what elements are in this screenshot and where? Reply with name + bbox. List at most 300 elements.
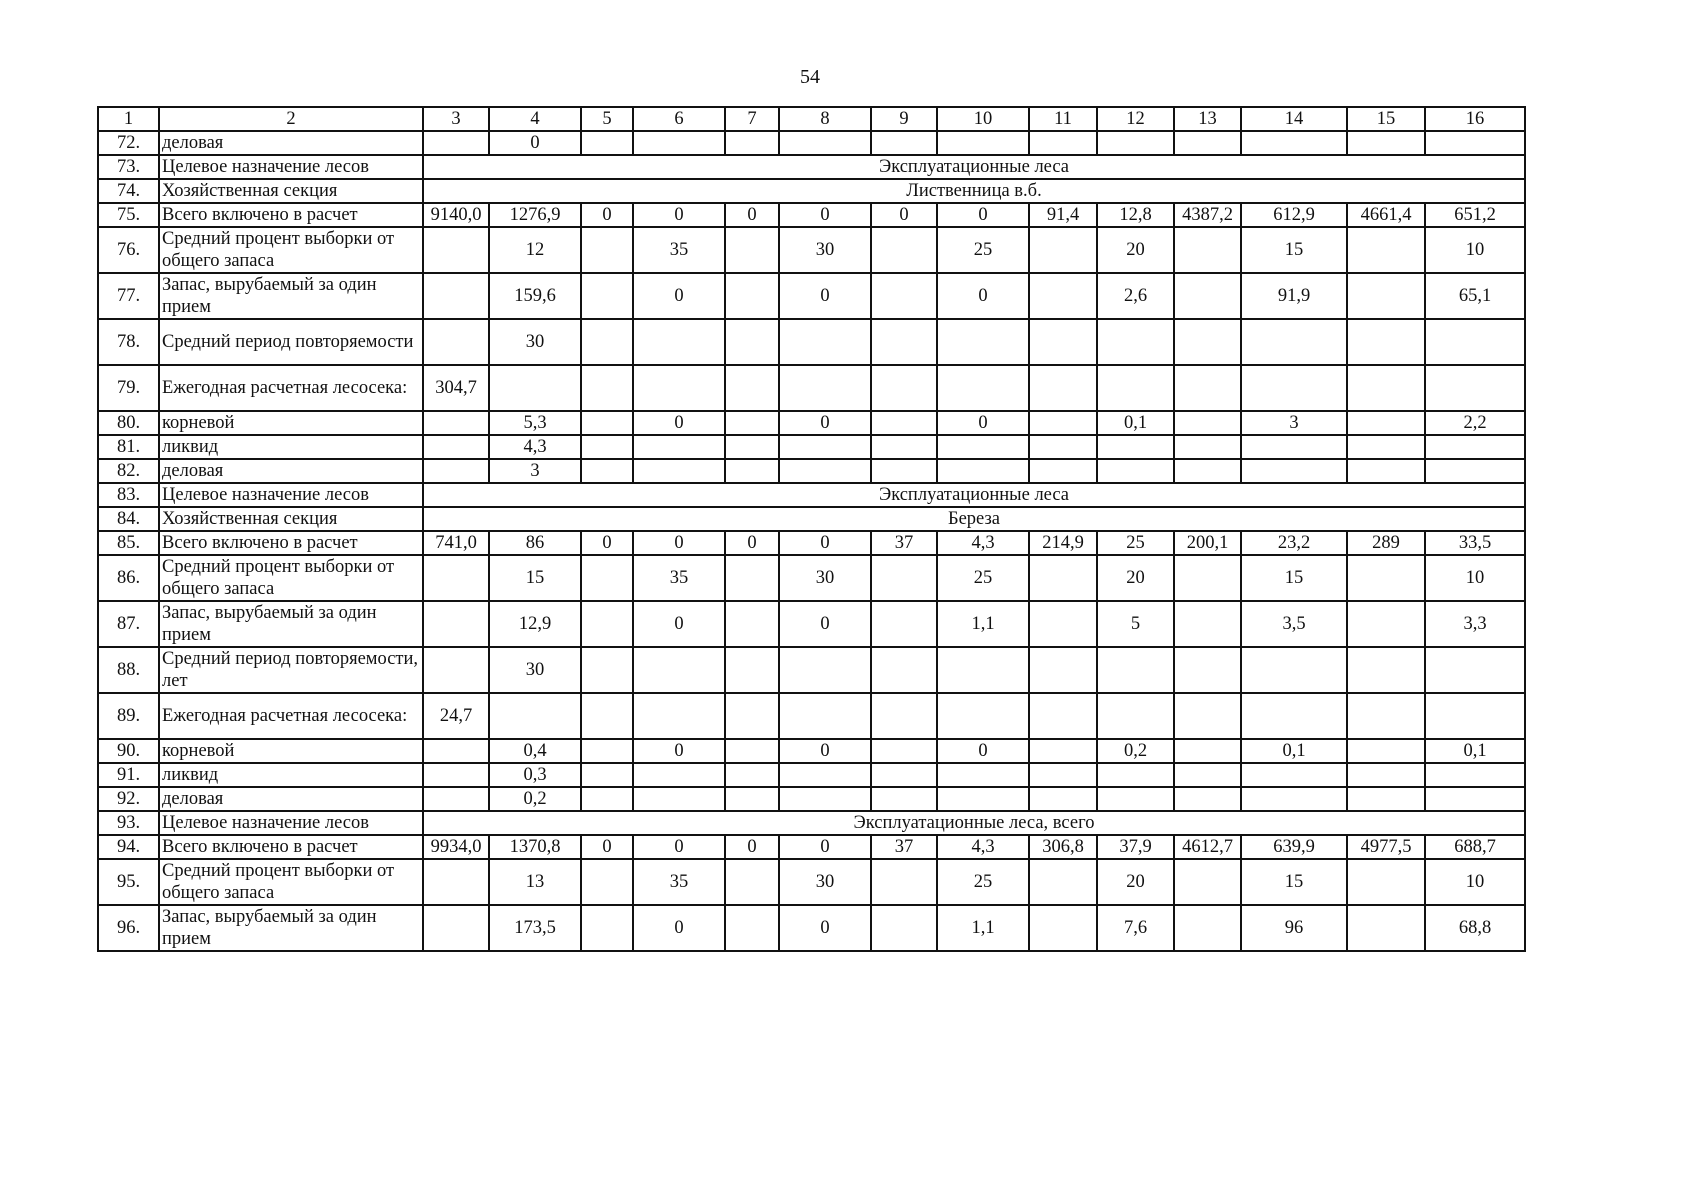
table-row (98, 365, 1525, 411)
row-number: 94. (98, 835, 159, 859)
cell-col-8: 0 (779, 411, 871, 435)
cell-col-9 (871, 601, 937, 647)
cell-col-8: 0 (779, 835, 871, 859)
table-row (98, 859, 1525, 905)
cell-col-15: 4977,5 (1347, 835, 1425, 859)
column-header-9: 9 (871, 107, 937, 131)
cell-col-15 (1347, 693, 1425, 739)
column-header-8: 8 (779, 107, 871, 131)
table-row (98, 739, 1525, 763)
row-number: 83. (98, 483, 159, 507)
cell-col-4: 3 (489, 459, 581, 483)
row-number: 81. (98, 435, 159, 459)
table-row (98, 155, 1525, 179)
cell-col-13 (1174, 739, 1241, 763)
row-label: деловая (159, 459, 423, 483)
cell-col-12: 37,9 (1097, 835, 1174, 859)
column-header-3: 3 (423, 107, 489, 131)
cell-col-14 (1241, 435, 1347, 459)
cell-col-4 (489, 365, 581, 411)
section-value: Береза (423, 507, 1525, 531)
column-header-2: 2 (159, 107, 423, 131)
cell-col-15 (1347, 459, 1425, 483)
row-number: 95. (98, 859, 159, 905)
table-row (98, 647, 1525, 693)
cell-col-10: 0 (937, 203, 1029, 227)
row-number: 74. (98, 179, 159, 203)
cell-col-13 (1174, 227, 1241, 273)
cell-col-9 (871, 319, 937, 365)
cell-col-12 (1097, 435, 1174, 459)
table-row (98, 435, 1525, 459)
cell-col-11 (1029, 227, 1097, 273)
cell-col-5 (581, 227, 633, 273)
cell-col-9 (871, 555, 937, 601)
cell-col-11: 306,8 (1029, 835, 1097, 859)
cell-col-12 (1097, 365, 1174, 411)
cell-col-12 (1097, 787, 1174, 811)
cell-col-9: 0 (871, 203, 937, 227)
cell-col-10 (937, 459, 1029, 483)
cell-col-15 (1347, 739, 1425, 763)
cell-col-13 (1174, 411, 1241, 435)
row-label: Целевое назначение лесов (159, 155, 423, 179)
column-header-12: 12 (1097, 107, 1174, 131)
cell-col-7 (725, 763, 779, 787)
cell-col-15 (1347, 859, 1425, 905)
cell-col-5 (581, 273, 633, 319)
column-header-1: 1 (98, 107, 159, 131)
row-number: 85. (98, 531, 159, 555)
table-header (98, 107, 1525, 131)
cell-col-11 (1029, 739, 1097, 763)
cell-col-5 (581, 693, 633, 739)
cell-col-9 (871, 131, 937, 155)
cell-col-3 (423, 647, 489, 693)
cell-col-14: 612,9 (1241, 203, 1347, 227)
cell-col-6 (633, 693, 725, 739)
cell-col-10: 4,3 (937, 531, 1029, 555)
cell-col-14: 23,2 (1241, 531, 1347, 555)
cell-col-3: 24,7 (423, 693, 489, 739)
cell-col-14 (1241, 459, 1347, 483)
cell-col-16: 33,5 (1425, 531, 1525, 555)
cell-col-10 (937, 319, 1029, 365)
cell-col-10: 25 (937, 555, 1029, 601)
cell-col-8: 30 (779, 859, 871, 905)
cell-col-16 (1425, 319, 1525, 365)
cell-col-4: 1370,8 (489, 835, 581, 859)
row-label: Хозяйственная секция (159, 507, 423, 531)
cell-col-7 (725, 647, 779, 693)
cell-col-5 (581, 763, 633, 787)
section-value: Эксплуатационные леса, всего (423, 811, 1525, 835)
cell-col-15 (1347, 601, 1425, 647)
cell-col-16: 10 (1425, 859, 1525, 905)
cell-col-9 (871, 763, 937, 787)
column-header-10: 10 (937, 107, 1029, 131)
column-header-7: 7 (725, 107, 779, 131)
cell-col-5 (581, 739, 633, 763)
cell-col-6 (633, 131, 725, 155)
column-header-6: 6 (633, 107, 725, 131)
cell-col-3 (423, 601, 489, 647)
cell-col-14: 639,9 (1241, 835, 1347, 859)
row-label: корневой (159, 411, 423, 435)
cell-col-6: 35 (633, 859, 725, 905)
cell-col-16 (1425, 459, 1525, 483)
cell-col-13 (1174, 601, 1241, 647)
cell-col-11 (1029, 319, 1097, 365)
row-label: Целевое назначение лесов (159, 811, 423, 835)
cell-col-13: 4387,2 (1174, 203, 1241, 227)
cell-col-13 (1174, 647, 1241, 693)
row-number: 73. (98, 155, 159, 179)
section-value: Эксплуатационные леса (423, 155, 1525, 179)
cell-col-8 (779, 647, 871, 693)
cell-col-8: 0 (779, 601, 871, 647)
cell-col-12 (1097, 693, 1174, 739)
cell-col-6: 0 (633, 739, 725, 763)
row-label: Средний процент выборки от общего запаса (159, 227, 423, 273)
cell-col-14: 15 (1241, 555, 1347, 601)
cell-col-11 (1029, 693, 1097, 739)
cell-col-11 (1029, 555, 1097, 601)
row-label: деловая (159, 787, 423, 811)
table-row (98, 273, 1525, 319)
cell-col-12: 20 (1097, 227, 1174, 273)
cell-col-8: 0 (779, 273, 871, 319)
cell-col-9: 37 (871, 531, 937, 555)
table-row (98, 693, 1525, 739)
cell-col-7 (725, 273, 779, 319)
cell-col-6 (633, 459, 725, 483)
cell-col-11: 214,9 (1029, 531, 1097, 555)
cell-col-9 (871, 905, 937, 951)
cell-col-9 (871, 435, 937, 459)
cell-col-15 (1347, 435, 1425, 459)
cell-col-4 (489, 693, 581, 739)
cell-col-4: 86 (489, 531, 581, 555)
table-row (98, 811, 1525, 835)
row-number: 78. (98, 319, 159, 365)
calculation-table (97, 106, 1526, 952)
cell-col-6 (633, 319, 725, 365)
cell-col-12: 20 (1097, 859, 1174, 905)
cell-col-12: 5 (1097, 601, 1174, 647)
cell-col-4: 13 (489, 859, 581, 905)
cell-col-10: 1,1 (937, 601, 1029, 647)
cell-col-15 (1347, 905, 1425, 951)
cell-col-5 (581, 365, 633, 411)
cell-col-6 (633, 435, 725, 459)
cell-col-4: 30 (489, 319, 581, 365)
cell-col-3: 9140,0 (423, 203, 489, 227)
cell-col-3 (423, 787, 489, 811)
row-number: 84. (98, 507, 159, 531)
cell-col-7 (725, 227, 779, 273)
cell-col-11 (1029, 787, 1097, 811)
cell-col-12: 0,2 (1097, 739, 1174, 763)
cell-col-12: 0,1 (1097, 411, 1174, 435)
cell-col-15 (1347, 273, 1425, 319)
cell-col-14 (1241, 693, 1347, 739)
cell-col-6: 35 (633, 227, 725, 273)
cell-col-4: 0,3 (489, 763, 581, 787)
cell-col-8: 30 (779, 555, 871, 601)
cell-col-14 (1241, 787, 1347, 811)
cell-col-16: 688,7 (1425, 835, 1525, 859)
table-row (98, 763, 1525, 787)
cell-col-6 (633, 647, 725, 693)
cell-col-12 (1097, 763, 1174, 787)
row-number: 82. (98, 459, 159, 483)
table-row (98, 179, 1525, 203)
cell-col-13 (1174, 693, 1241, 739)
table-row (98, 555, 1525, 601)
cell-col-4: 12,9 (489, 601, 581, 647)
cell-col-3 (423, 319, 489, 365)
cell-col-8: 0 (779, 203, 871, 227)
cell-col-11 (1029, 647, 1097, 693)
cell-col-4: 0,2 (489, 787, 581, 811)
cell-col-7: 0 (725, 531, 779, 555)
cell-col-3 (423, 859, 489, 905)
cell-col-5 (581, 905, 633, 951)
cell-col-3 (423, 555, 489, 601)
cell-col-14: 3 (1241, 411, 1347, 435)
row-number: 96. (98, 905, 159, 951)
cell-col-3: 741,0 (423, 531, 489, 555)
cell-col-16 (1425, 787, 1525, 811)
column-header-4: 4 (489, 107, 581, 131)
column-header-13: 13 (1174, 107, 1241, 131)
column-header-14: 14 (1241, 107, 1347, 131)
cell-col-16: 3,3 (1425, 601, 1525, 647)
row-number: 88. (98, 647, 159, 693)
row-number: 80. (98, 411, 159, 435)
cell-col-16: 68,8 (1425, 905, 1525, 951)
cell-col-3: 9934,0 (423, 835, 489, 859)
row-label: ликвид (159, 763, 423, 787)
cell-col-13 (1174, 905, 1241, 951)
cell-col-9 (871, 693, 937, 739)
cell-col-7: 0 (725, 835, 779, 859)
cell-col-4: 1276,9 (489, 203, 581, 227)
cell-col-14: 0,1 (1241, 739, 1347, 763)
cell-col-16: 10 (1425, 227, 1525, 273)
cell-col-8 (779, 319, 871, 365)
cell-col-9 (871, 411, 937, 435)
cell-col-14 (1241, 365, 1347, 411)
row-number: 79. (98, 365, 159, 411)
cell-col-3 (423, 739, 489, 763)
cell-col-9 (871, 273, 937, 319)
cell-col-13 (1174, 435, 1241, 459)
table-row (98, 905, 1525, 951)
cell-col-7: 0 (725, 203, 779, 227)
cell-col-6: 0 (633, 273, 725, 319)
row-number: 86. (98, 555, 159, 601)
cell-col-8: 30 (779, 227, 871, 273)
cell-col-11 (1029, 859, 1097, 905)
cell-col-11: 91,4 (1029, 203, 1097, 227)
cell-col-13 (1174, 859, 1241, 905)
cell-col-13: 4612,7 (1174, 835, 1241, 859)
cell-col-13 (1174, 131, 1241, 155)
cell-col-16 (1425, 693, 1525, 739)
cell-col-6 (633, 365, 725, 411)
cell-col-12: 7,6 (1097, 905, 1174, 951)
cell-col-16 (1425, 435, 1525, 459)
row-label: Средний процент выборки от общего запаса (159, 859, 423, 905)
cell-col-4: 15 (489, 555, 581, 601)
table-body (98, 131, 1525, 951)
cell-col-13 (1174, 273, 1241, 319)
cell-col-13 (1174, 763, 1241, 787)
row-label: корневой (159, 739, 423, 763)
cell-col-11 (1029, 763, 1097, 787)
cell-col-5 (581, 411, 633, 435)
cell-col-10: 0 (937, 273, 1029, 319)
table-row (98, 203, 1525, 227)
row-number: 91. (98, 763, 159, 787)
cell-col-14 (1241, 131, 1347, 155)
cell-col-16: 65,1 (1425, 273, 1525, 319)
cell-col-3: 304,7 (423, 365, 489, 411)
cell-col-7 (725, 459, 779, 483)
section-value: Лиственница в.б. (423, 179, 1525, 203)
cell-col-8 (779, 693, 871, 739)
cell-col-5 (581, 435, 633, 459)
cell-col-12 (1097, 131, 1174, 155)
cell-col-5: 0 (581, 835, 633, 859)
header-row (98, 107, 1525, 131)
cell-col-4: 0 (489, 131, 581, 155)
cell-col-8: 0 (779, 739, 871, 763)
cell-col-16: 2,2 (1425, 411, 1525, 435)
cell-col-4: 5,3 (489, 411, 581, 435)
cell-col-10: 0 (937, 411, 1029, 435)
cell-col-15 (1347, 411, 1425, 435)
cell-col-6 (633, 787, 725, 811)
table-row (98, 507, 1525, 531)
cell-col-12 (1097, 319, 1174, 365)
cell-col-4: 0,4 (489, 739, 581, 763)
cell-col-5 (581, 859, 633, 905)
row-number: 77. (98, 273, 159, 319)
cell-col-4: 173,5 (489, 905, 581, 951)
cell-col-15: 4661,4 (1347, 203, 1425, 227)
cell-col-8 (779, 365, 871, 411)
cell-col-11 (1029, 601, 1097, 647)
cell-col-15 (1347, 555, 1425, 601)
cell-col-10: 4,3 (937, 835, 1029, 859)
row-label: Всего включено в расчет (159, 203, 423, 227)
cell-col-9 (871, 859, 937, 905)
cell-col-8 (779, 131, 871, 155)
cell-col-7 (725, 435, 779, 459)
cell-col-10: 25 (937, 859, 1029, 905)
cell-col-16 (1425, 763, 1525, 787)
cell-col-14: 15 (1241, 227, 1347, 273)
cell-col-8 (779, 459, 871, 483)
cell-col-4: 12 (489, 227, 581, 273)
cell-col-7 (725, 739, 779, 763)
cell-col-15 (1347, 131, 1425, 155)
cell-col-16 (1425, 647, 1525, 693)
cell-col-8 (779, 763, 871, 787)
cell-col-7 (725, 555, 779, 601)
cell-col-3 (423, 227, 489, 273)
cell-col-14: 15 (1241, 859, 1347, 905)
cell-col-12: 2,6 (1097, 273, 1174, 319)
cell-col-13 (1174, 459, 1241, 483)
table-row (98, 459, 1525, 483)
cell-col-7 (725, 859, 779, 905)
cell-col-11 (1029, 459, 1097, 483)
cell-col-16: 651,2 (1425, 203, 1525, 227)
cell-col-14 (1241, 647, 1347, 693)
cell-col-3 (423, 273, 489, 319)
column-header-15: 15 (1347, 107, 1425, 131)
table-row (98, 531, 1525, 555)
cell-col-6 (633, 763, 725, 787)
cell-col-10: 1,1 (937, 905, 1029, 951)
cell-col-14 (1241, 763, 1347, 787)
cell-col-13: 200,1 (1174, 531, 1241, 555)
cell-col-3 (423, 459, 489, 483)
row-number: 87. (98, 601, 159, 647)
cell-col-15 (1347, 647, 1425, 693)
cell-col-13 (1174, 555, 1241, 601)
cell-col-11 (1029, 905, 1097, 951)
cell-col-9 (871, 365, 937, 411)
row-number: 92. (98, 787, 159, 811)
cell-col-10 (937, 763, 1029, 787)
row-label: Средний период повторяемости, лет (159, 647, 423, 693)
column-header-11: 11 (1029, 107, 1097, 131)
row-number: 72. (98, 131, 159, 155)
cell-col-5 (581, 787, 633, 811)
cell-col-16 (1425, 131, 1525, 155)
table-row (98, 411, 1525, 435)
cell-col-5 (581, 647, 633, 693)
cell-col-15 (1347, 227, 1425, 273)
row-number: 89. (98, 693, 159, 739)
cell-col-6: 0 (633, 531, 725, 555)
cell-col-11 (1029, 273, 1097, 319)
table-row (98, 601, 1525, 647)
cell-col-10 (937, 647, 1029, 693)
cell-col-12: 25 (1097, 531, 1174, 555)
cell-col-15 (1347, 365, 1425, 411)
cell-col-7 (725, 693, 779, 739)
cell-col-6: 0 (633, 835, 725, 859)
row-label: Ежегодная расчетная лесосека: (159, 365, 423, 411)
row-number: 90. (98, 739, 159, 763)
cell-col-11 (1029, 411, 1097, 435)
cell-col-6: 0 (633, 601, 725, 647)
row-label: Хозяйственная секция (159, 179, 423, 203)
table-row (98, 227, 1525, 273)
cell-col-15 (1347, 787, 1425, 811)
cell-col-11 (1029, 131, 1097, 155)
cell-col-5 (581, 319, 633, 365)
table-row (98, 787, 1525, 811)
cell-col-3 (423, 905, 489, 951)
cell-col-5 (581, 131, 633, 155)
